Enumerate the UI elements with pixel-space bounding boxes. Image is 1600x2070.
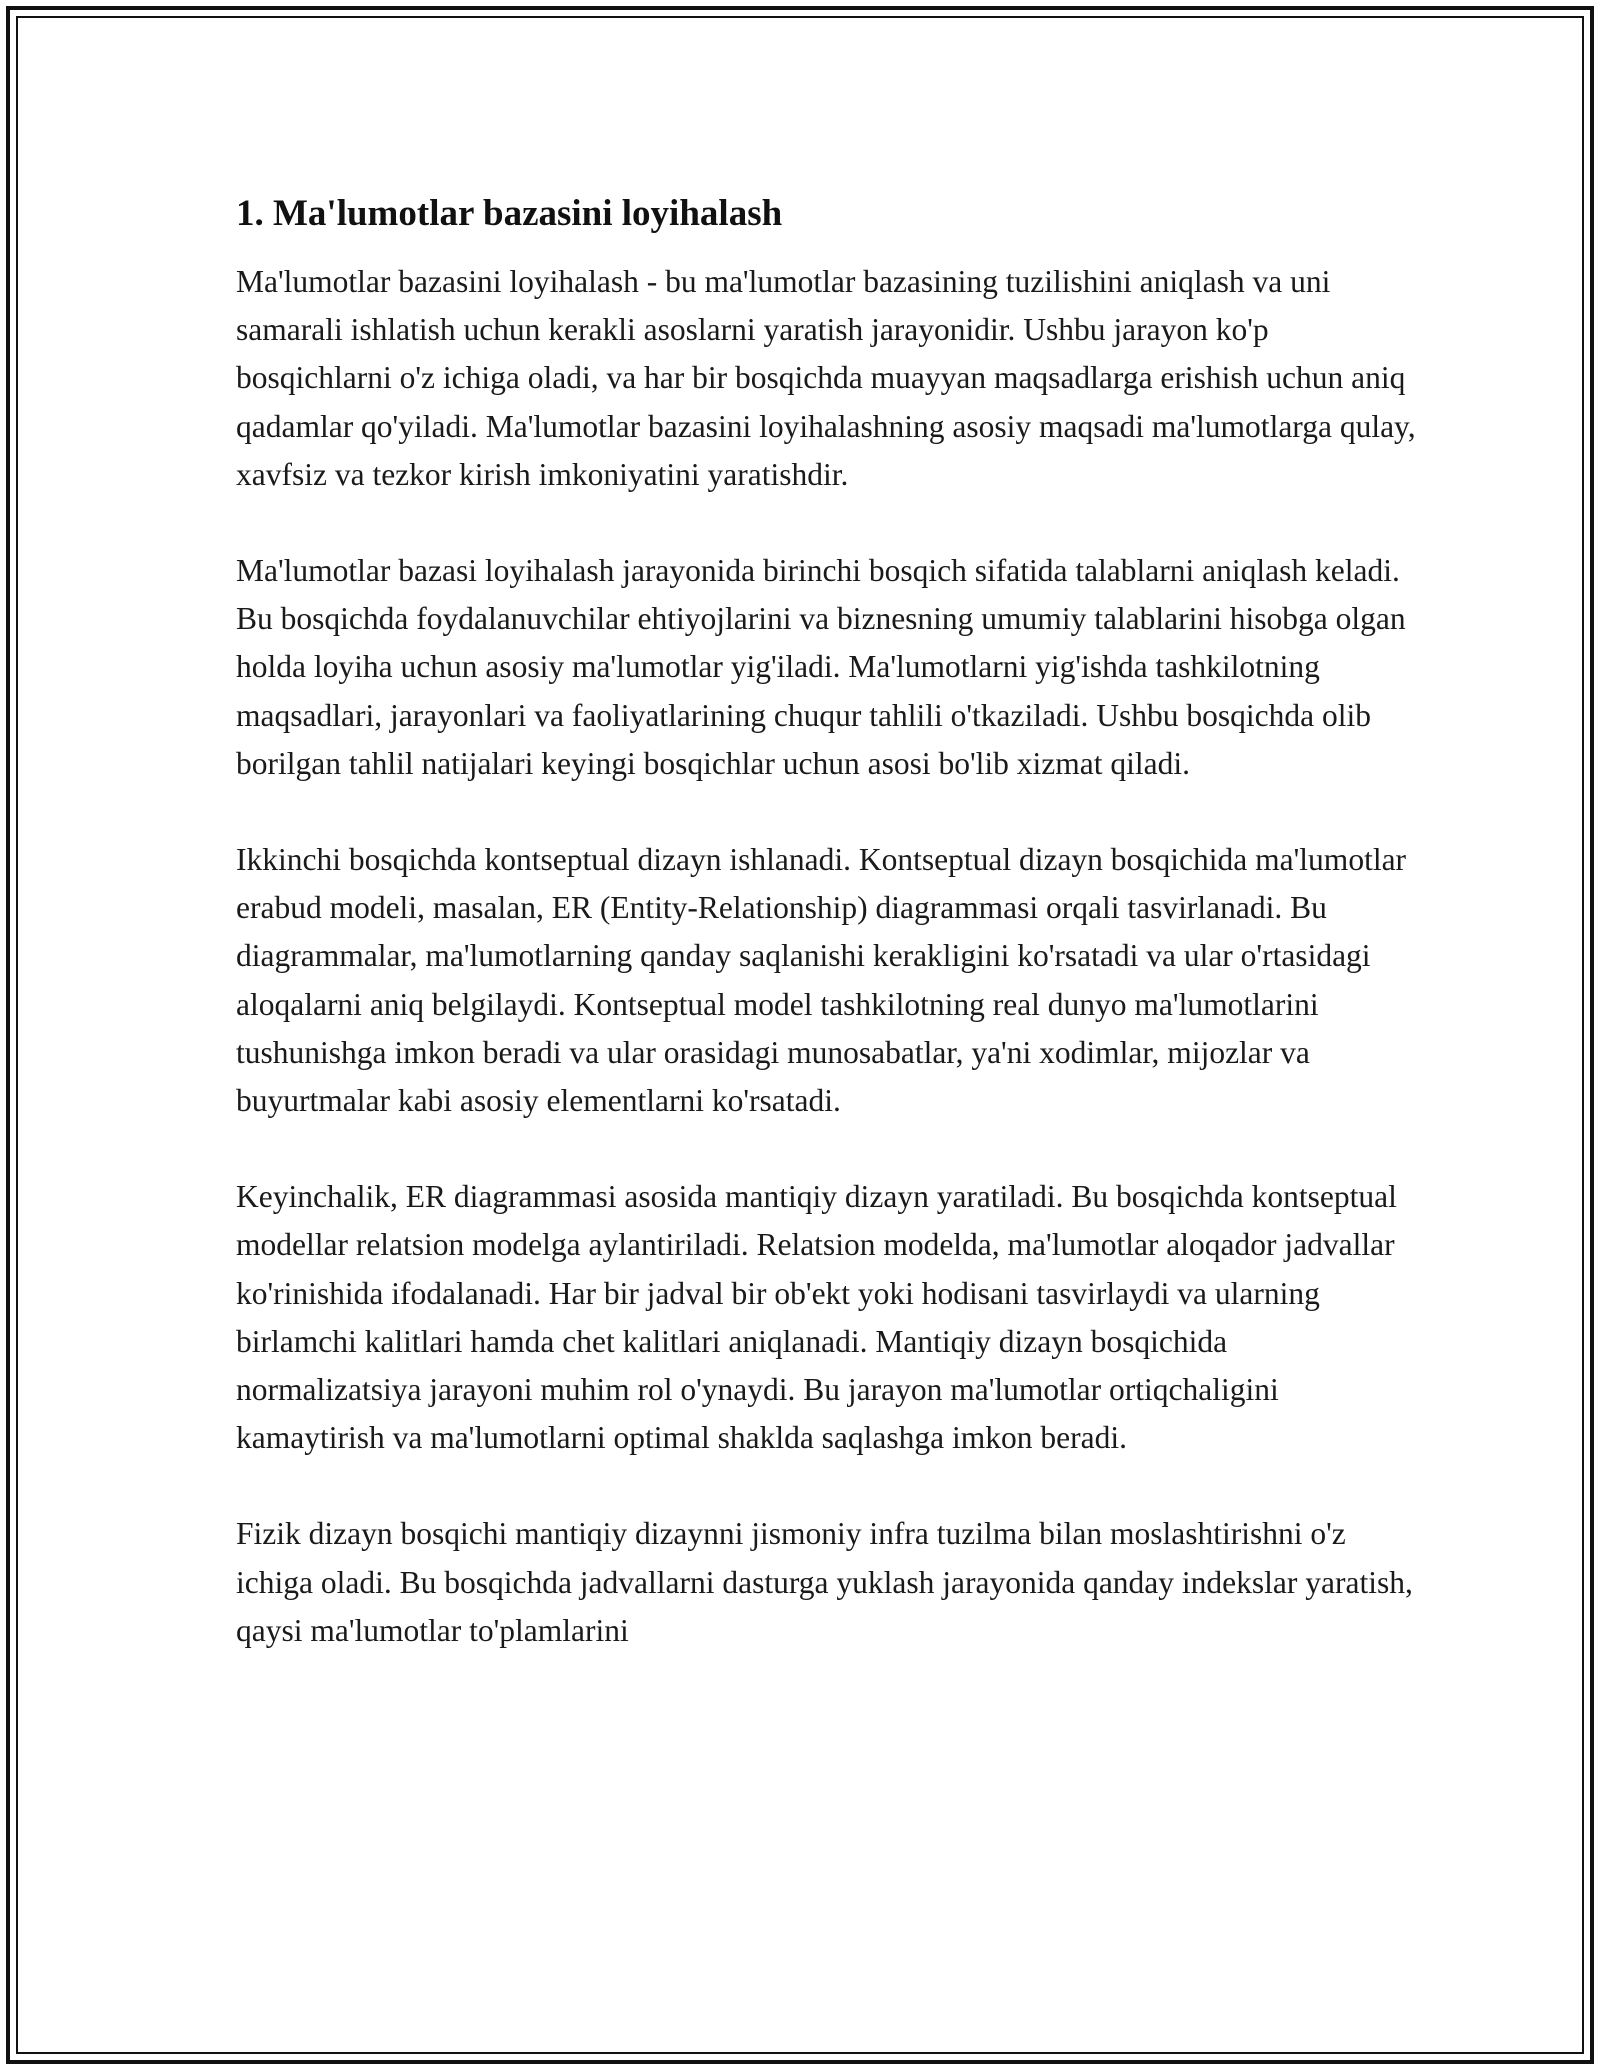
section-heading: 1. Ma'lumotlar bazasini loyihalash: [236, 193, 783, 234]
paragraph-logical-design: Keyinchalik, ER diagrammasi asosida mantiqiy dizayn yaratiladi. Bu bosqichda kontseptual modellar relatsion modelga aylantiriladi. Relatsion modelda, ma'lumotlar aloqador jadvallar ko'rinishida ifodalanadi. Har bir jadval bir ob'ekt yoki hodisani tasvirlaydi va ularning birlamchi kalitlari hamda chet kalitlari aniqlanadi. Mantiqiy dizayn bosqichida normalizatsiya jarayoni muhim rol o'ynaydi. Bu jarayon ma'lumotlar ortiqchaligini kamaytirish va ma'lumotlarni optimal shaklda saqlashga imkon beradi.: [236, 1179, 1397, 1456]
document-body: [236, 190, 1416, 1703]
paragraph-conceptual-design: Ikkinchi bosqichda kontseptual dizayn ishlanadi. Kontseptual dizayn bosqichida ma'lumotlar erabud modeli, masalan, ER (Entity-Relationship) diagrammasi orqali tasvirlanadi. Bu diagrammalar, ma'lumotlarning qanday saqlanishi kerakligini ko'rsatadi va ular o'rtasidagi aloqalarni aniq belgilaydi. Kontseptual model tashkilotning real dunyo ma'lumotlarini tushunishga imkon beradi va ular orasidagi munosabatlar, ya'ni xodimlar, mijozlar va buyurtmalar kabi asosiy elementlarni ko'rsatadi.: [236, 842, 1407, 1119]
paragraph-physical-design: Fizik dizayn bosqichi mantiqiy dizaynni jismoniy infra tuzilma bilan moslashtirishni o'z ichiga oladi. Bu bosqichda jadvallarni dasturga yuklash jarayonida qanday indekslar yaratish, qaysi ma'lumotlar to'plamlarini: [236, 1516, 1413, 1648]
paragraph-requirements: Ma'lumotlar bazasi loyihalash jarayonida birinchi bosqich sifatida talablarni aniqlash keladi. Bu bosqichda foydalanuvchilar ehtiyojlarini va biznesning umumiy talablarini hisobga olgan holda loyiha uchun asosiy ma'lumotlar yig'iladi. Ma'lumotlarni yig'ishda tashkilotning maqsadlari, jarayonlari va faoliyatlarining chuqur tahlili o'tkaziladi. Ushbu bosqichda olib borilgan tahlil natijalari keyingi bosqichlar uchun asosi bo'lib xizmat qiladi.: [236, 553, 1406, 781]
paragraph-intro: Ma'lumotlar bazasini loyihalash - bu ma'lumotlar bazasining tuzilishini aniqlash va uni samarali ishlatish uchun kerakli asoslarni yaratish jarayonidir. Ushbu jarayon ko'p bosqichlarni o'z ichiga oladi, va har bir bosqichda muayyan maqsadlarga erishish uchun aniq qadamlar qo'yiladi. Ma'lumotlar bazasini loyihalashning asosiy maqsadi ma'lumotlarga qulay, xavfsiz va tezkor kirish imkoniyatini yaratishdir.: [236, 264, 1416, 492]
